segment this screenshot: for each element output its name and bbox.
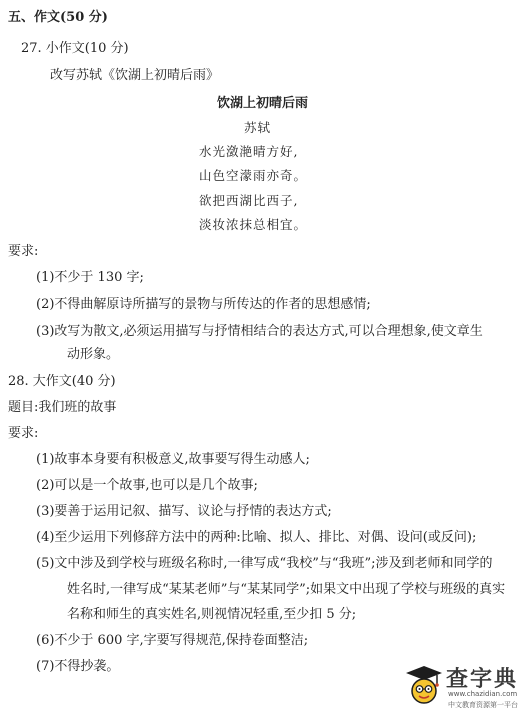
q28-requirement: 名称和师生的真实姓名,则视情况轻重,至少扣 5 分; [67, 607, 357, 622]
poem-line: 淡妆浓抹总相宜。 [199, 217, 308, 232]
q28-topic: 题目:我们班的故事 [8, 400, 117, 415]
poem-author: 苏轼 [244, 120, 272, 135]
q28-requirements-label: 要求: [8, 426, 39, 441]
poem-line: 水光潋滟晴方好, [199, 144, 299, 159]
watermark-slogan: 中文教育资源第一平台 [448, 701, 518, 709]
q28-requirement: (7)不得抄袭。 [36, 659, 120, 674]
q27-requirement: (1)不少于 130 字; [36, 270, 144, 285]
poem-title: 饮湖上初晴后雨 [217, 96, 309, 111]
q28-requirement: (3)要善于运用记叙、描写、议论与抒情的表达方式; [36, 504, 332, 519]
chazidian-watermark [404, 660, 524, 714]
section-heading: 五、作文(50 分) [8, 10, 108, 25]
scholar-mascot-icon [404, 664, 444, 708]
q28-requirement: (4)至少运用下列修辞方法中的两种:比喻、拟人、排比、对偶、设问(或反问); [36, 530, 477, 545]
q27-title: 27. 小作文(10 分) [21, 41, 129, 56]
q27-requirement: (2)不得曲解原诗所描写的景物与所传达的作者的思想感情; [36, 297, 371, 312]
q28-requirement: 姓名时,一律写成“某某老师”与“某某同学”;如果文中出现了学校与班级的真实 [67, 582, 506, 597]
q28-requirement: (6)不少于 600 字,字要写得规范,保持卷面整洁; [36, 633, 309, 648]
q27-requirement: 动形象。 [67, 347, 120, 362]
poem-line: 山色空濛雨亦奇。 [199, 168, 308, 183]
q28-requirement: (1)故事本身要有积极意义,故事要写得生动感人; [36, 452, 310, 467]
poem-line: 欲把西湖比西子, [199, 193, 299, 208]
q28-requirement: (2)可以是一个故事,也可以是几个故事; [36, 478, 258, 493]
watermark-url: www.chazidian.com [448, 690, 518, 698]
watermark-brand: 查字典 [446, 667, 519, 692]
q28-requirement: (5)文中涉及到学校与班级名称时,一律写成“我校”与“我班”;涉及到老师和同学的 [36, 556, 493, 571]
q28-title: 28. 大作文(40 分) [8, 374, 116, 389]
q27-instruction: 改写苏轼《饮湖上初晴后雨》 [50, 68, 220, 83]
q27-requirements-label: 要求: [8, 244, 39, 259]
q27-requirement: (3)改写为散文,必须运用描写与抒情相结合的表达方式,可以合理想象,使文章生 [36, 324, 483, 339]
